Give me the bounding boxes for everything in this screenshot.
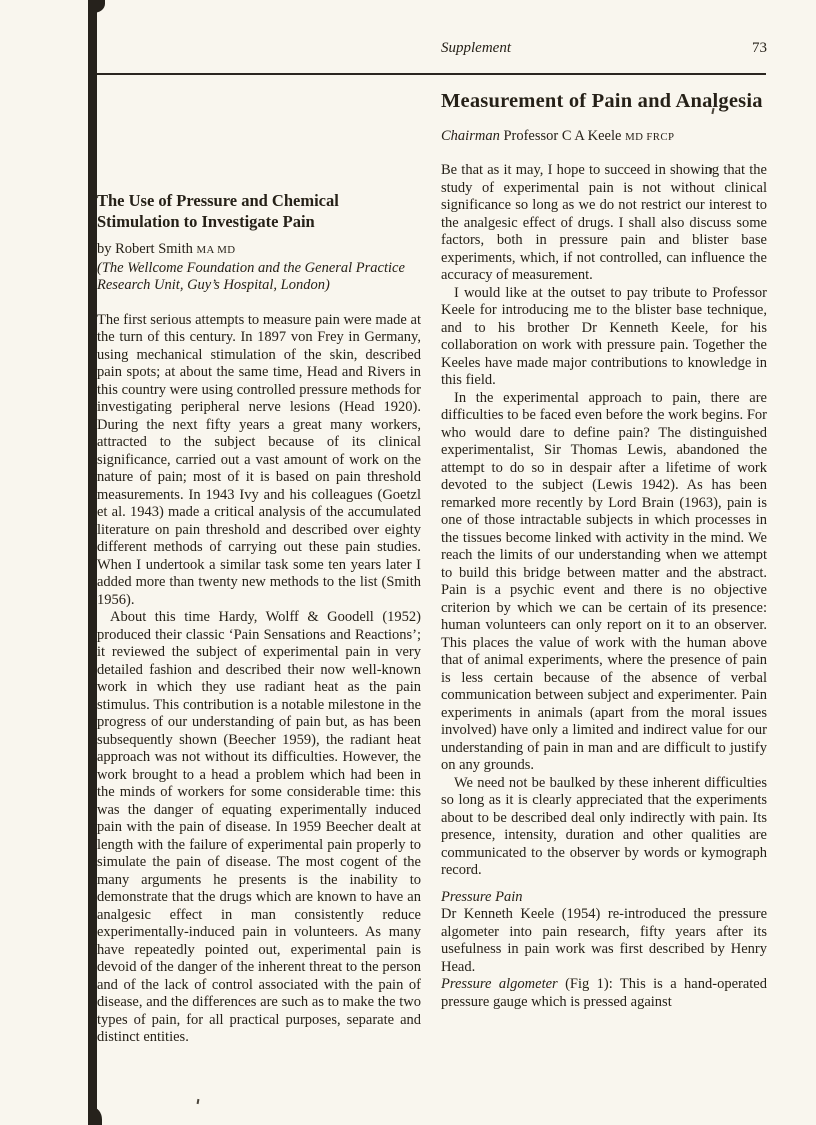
paragraph bbox=[441, 976, 767, 1011]
running-head-supplement: Supplement bbox=[441, 40, 511, 56]
article-title: The Use of Pressure and Chemical Stimulation to Investigate Pain bbox=[97, 191, 339, 231]
paragraph: The first serious attempts to measure pain were made at the turn of this century. In 1897 von Frey in Germany, using mechanical stimulation of the skin, described pain spots; at about the same time, Head and Rivers in this country were using controlled pressure methods for investigating peripheral nerve lesions (Head 1920). During the next fifty years a great many workers, attracted to the subject because of its clinical significance, carried out a vast amount of work on the nature of pain; most of it is based on pain threshold measurements. In 1943 Ivy and his colleagues (Goetzl et al. 1943) made a critical analysis of the accumulated literature on pain threshold and described over eighty different methods of carrying out these pain studies. When I undertook a similar task some ten years later I added more than twenty new methods to the list (Smith 1956). bbox=[97, 311, 421, 608]
chairman-name: Professor C A Keele bbox=[499, 128, 626, 144]
page-number: 73 bbox=[752, 40, 767, 56]
session-title: Measurement of Pain and Analgesia bbox=[441, 90, 763, 112]
scan-corner-artifact-top bbox=[88, 0, 105, 13]
algometer-text: (Fig 1): This is a hand-operated pressure gauge which is pressed against bbox=[441, 976, 767, 1010]
byline-degrees: MA MD bbox=[196, 244, 236, 256]
paragraph: We need not be baulked by these inherent difficulties so long as it is clearly appreciated that the experiments about to be described deal only indirectly with pain. Its presence, intensity, duration and other qualities are communicated to the observer by words or kymograph record. bbox=[441, 774, 767, 878]
paragraph: About this time Hardy, Wolff & Goodell (1952) produced their classic ‘Pain Sensations and Reactions’; it reviewed the subject of experimental pain in very detailed fashion and described their now well-known work in which they use radiant heat as the pain stimulus. This contribution is a notable milestone in the progress of our understanding of pain but, as has been subsequently shown (Beecher 1959), the radiant heat approach was not without its difficulties. However, the work brought to a head a problem which had been in the minds of workers for some considerable time: this was the danger of equating experimentally induced pain with the pain of disease. In 1959 Beecher dealt at length with the failure of experimental pain properly to simulate the pain of disease. The most cogent of the many arguments he presents is the inability to demonstrate that the drugs which are known to have an analgesic effect in man consistently reduce experimentally-induced pain in volunteers. As many have repeatedly pointed out, experimental pain is devoid of the danger of the inherent threat to the person and of the lack of control associated with the pain of disease, and the differences are such as to make the two types of pain, for all practical purposes, separate and distinct entities. bbox=[97, 609, 421, 1045]
paragraph: I would like at the outset to pay tribute to Professor Keele for introducing me to the blister base technique, and to his brother Dr Kenneth Keele, for his collaboration on work with pressure pain. Together the Keeles have made major contributions to knowledge in this field. bbox=[441, 284, 767, 388]
byline bbox=[97, 241, 421, 260]
chairman-label: Chairman bbox=[441, 128, 500, 144]
paragraph: Be that as it may, I hope to succeed in showing that the study of experimental pain is not without clinical significance so long as we do not restrict our interest to the analgesic effect of drugs. I shall also discuss some factors, both in pressure pain and blister base experiments, which, if not controlled, can influence the accuracy of measurement. bbox=[441, 162, 767, 283]
scan-corner-artifact-bottom bbox=[88, 1107, 102, 1125]
scan-speck bbox=[197, 1099, 200, 1104]
left-column bbox=[97, 190, 421, 1047]
section-heading-pressure-pain: Pressure Pain bbox=[441, 888, 523, 905]
chairman-line bbox=[441, 128, 767, 145]
scan-gutter-shadow bbox=[88, 0, 97, 1125]
header-rule bbox=[97, 73, 766, 75]
paragraph: In the experimental approach to pain, there are difficulties to be faced even before the work begins. For who would dare to define pain? The distinguished experimentalist, Sir Thomas Lewis, abandoned the attempt to do so in despair after a lifetime of work devoted to the subject (Lewis 1942). As has been remarked more recently by Lord Brain (1963), pain is one of those intractable subjects in which processes in the tissues become linked with activity in the mind. We reach the limits of our understanding when we attempt to build this bridge between matter and the abstract. Pain is a psychic event and there is no objective criterion by which we can be certain of its presence: human volunteers can only report on it to an observer. This places the value of work with the human above that of animal experiments, where the presence of pain is less certain because of the absence of verbal communication between subject and experimenter. Pain experiments in animals (apart from the moral issues involved) have only a limited and indirect value for our understanding of pain in man and are difficult to justify on any grounds. bbox=[441, 389, 767, 773]
affiliation: (The Wellcome Foundation and the General Practice Research Unit, Guy’s Hospital, London) bbox=[97, 259, 405, 293]
byline-author: by Robert Smith bbox=[97, 241, 197, 257]
chairman-degrees: MD FRCP bbox=[625, 131, 675, 143]
algometer-term: Pressure algometer bbox=[441, 976, 558, 992]
right-column bbox=[441, 88, 767, 1011]
paragraph: Dr Kenneth Keele (1954) re-introduced the pressure algometer into pain research, fifty years after its usefulness in pain work was first described by Henry Head. bbox=[441, 906, 767, 975]
